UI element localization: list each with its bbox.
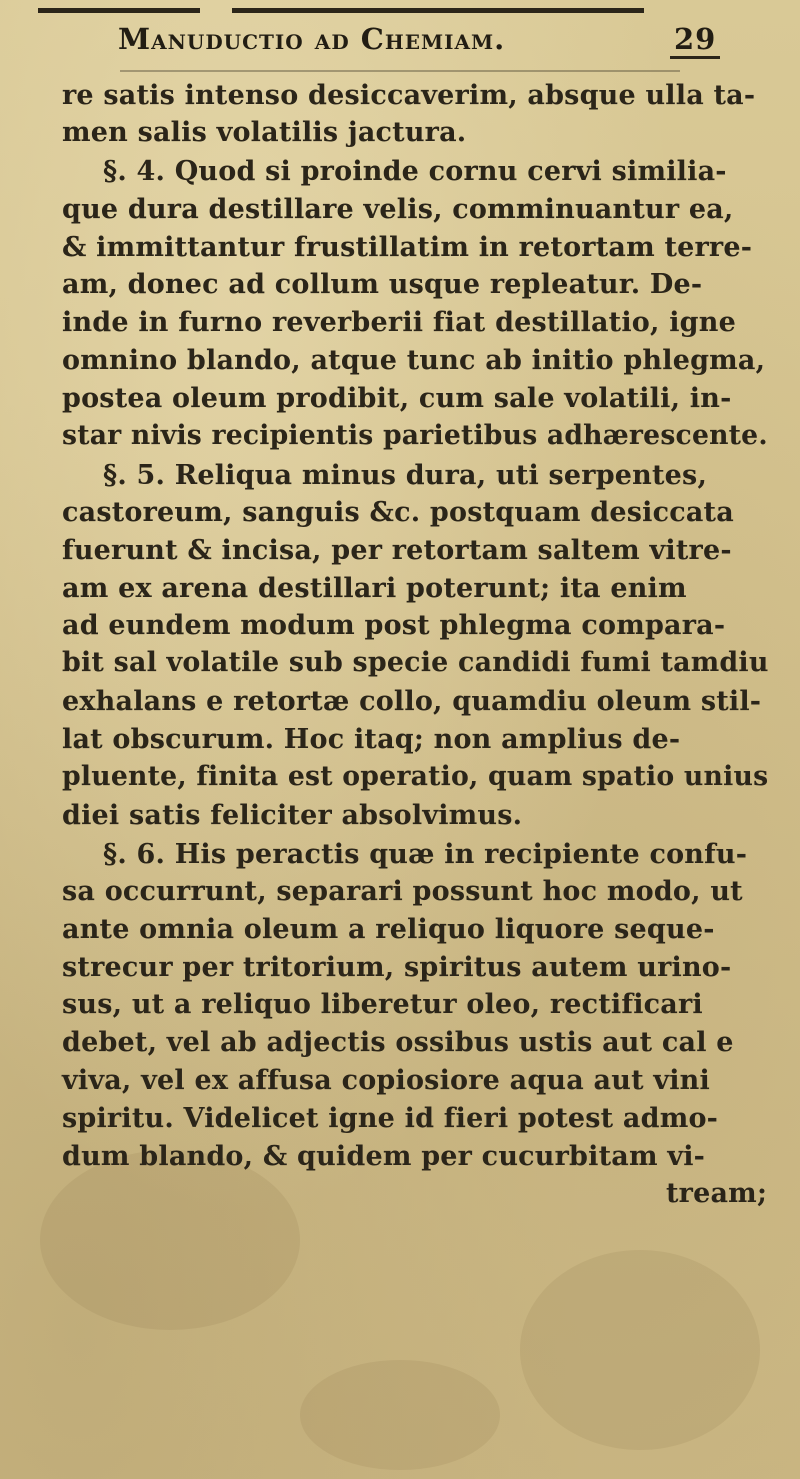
text-line: castoreum, sanguis &c. postquam desiccata — [62, 497, 734, 528]
catchword: tream; — [666, 1178, 768, 1209]
text-line: star nivis recipientis parietibus adhærescente. — [62, 420, 768, 451]
page-number: 29 — [670, 22, 720, 59]
text-line: am, donec ad collum usque repleatur. De- — [62, 269, 703, 300]
text-line: ante omnia oleum a reliquo liquore seque- — [62, 914, 715, 945]
paper-stain — [520, 1250, 760, 1450]
text-line: am ex arena destillari poterunt; ita enim — [62, 573, 687, 604]
header-underline — [120, 70, 680, 72]
text-line: sa occurrunt, separari possunt hoc modo, ut — [62, 876, 743, 907]
text-line: viva, vel ex affusa copiosiore aqua aut vini — [62, 1065, 710, 1096]
text-line: que dura destillare velis, comminuantur ea, — [62, 194, 734, 225]
text-line: re satis intenso desiccaverim, absque ulla ta- — [62, 80, 756, 111]
text-line: strecur per tritorium, spiritus autem urino- — [62, 952, 732, 983]
text-line: omnino blando, atque tunc ab initio phlegma, — [62, 345, 766, 376]
text-line: & immittantur frustillatim in retortam terre- — [62, 232, 753, 263]
header-rule-left — [38, 8, 200, 13]
text-line: diei satis feliciter absolvimus. — [62, 800, 523, 831]
text-line: pluente, finita est operatio, quam spatio unius — [62, 761, 769, 792]
text-line: ad eundem modum post phlegma compara- — [62, 610, 726, 641]
text-line: exhalans e retortæ collo, quamdiu oleum stil- — [62, 686, 762, 717]
text-line: men salis volatilis jactura. — [62, 117, 467, 148]
text-line: fuerunt & incisa, per retortam saltem vitre- — [62, 535, 732, 566]
text-line: §. 6. His peractis quæ in recipiente confu- — [103, 839, 748, 870]
text-line: §. 5. Reliqua minus dura, uti serpentes, — [103, 460, 708, 491]
text-line: bit sal volatile sub specie candidi fumi tamdiu — [62, 647, 769, 678]
text-line: §. 4. Quod si proinde cornu cervi similia- — [103, 156, 727, 187]
text-line: spiritu. Videlicet igne id fieri potest admo- — [62, 1103, 719, 1134]
text-line: dum blando, & quidem per cucurbitam vi- — [62, 1141, 706, 1172]
paper-stain — [300, 1360, 500, 1470]
header-rule-right — [232, 8, 644, 13]
text-line: lat obscurum. Hoc itaq; non amplius de- — [62, 724, 681, 755]
text-line: sus, ut a reliquo liberetur oleo, rectificari — [62, 989, 703, 1020]
running-title: Manuductio ad Chemiam. — [118, 22, 506, 56]
text-line: debet, vel ab adjectis ossibus ustis aut cal e — [62, 1027, 734, 1058]
running-header — [118, 22, 758, 66]
paper-stain — [40, 1150, 300, 1330]
text-line: inde in furno reverberii fiat destillatio, igne — [62, 307, 736, 338]
text-line: postea oleum prodibit, cum sale volatili, in- — [62, 383, 732, 414]
